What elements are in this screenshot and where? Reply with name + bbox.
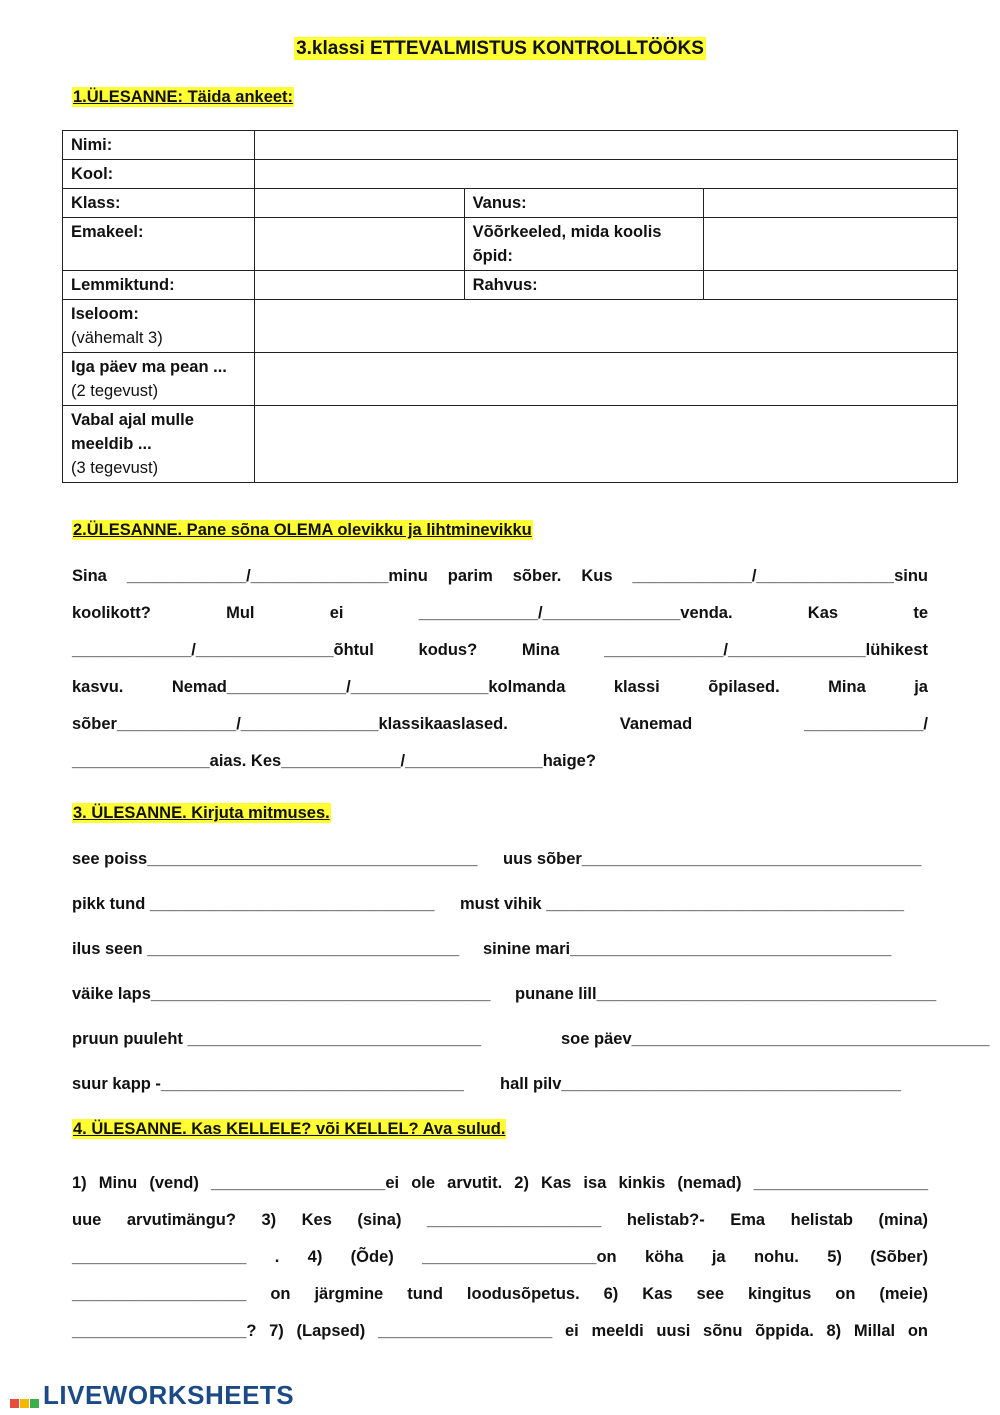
- label-rahvus: Rahvus:: [464, 271, 704, 300]
- kool-field[interactable]: [254, 160, 957, 189]
- task4-text[interactable]: [72, 1165, 928, 1350]
- task2-line[interactable]: kasvu. Nemad_____________/_______________kolmanda klassi õpilased. Mina ja: [72, 678, 928, 696]
- task2-text[interactable]: [72, 558, 928, 780]
- task4-line[interactable]: ___________________ on järgmine tund loodusõpetus. 6) Kas see kingitus on (meie): [72, 1285, 928, 1303]
- task3-item[interactable]: hall pilv_____________________________________: [500, 1075, 901, 1093]
- label-nimi: Nimi:: [63, 131, 255, 160]
- task2-line[interactable]: Sina _____________/_______________minu parim sõber. Kus _____________/_______________sinu: [72, 567, 928, 585]
- task3-item[interactable]: sinine mari___________________________________: [483, 940, 892, 958]
- task3-item[interactable]: suur kapp -_________________________________: [72, 1075, 464, 1093]
- task3-item[interactable]: see poiss____________________________________: [72, 850, 478, 868]
- label-iseloom: Iseloom: (vähemalt 3): [63, 300, 255, 353]
- label-emakeel: Emakeel:: [63, 218, 255, 271]
- task3-item[interactable]: must vihik _______________________________________: [460, 895, 905, 913]
- task4-line[interactable]: ___________________ . 4) (Õde) ___________________on köha ja nohu. 5) (Sõber): [72, 1248, 928, 1266]
- task3-item[interactable]: soe päev_______________________________________: [561, 1030, 990, 1048]
- logo-blocks-icon: [10, 1384, 40, 1415]
- task2-heading: 2.ÜLESANNE. Pane sõna OLEMA olevikku ja lihtminevikku: [73, 521, 532, 539]
- voorkeeled-field[interactable]: [704, 218, 958, 271]
- label-lemmiktund: Lemmiktund:: [63, 271, 255, 300]
- task3-item[interactable]: väike laps_____________________________________: [72, 985, 491, 1003]
- task1-heading: 1.ÜLESANNE: Täida ankeet:: [73, 88, 294, 106]
- task2-line[interactable]: _______________aias. Kes_____________/_______________haige?: [72, 752, 596, 770]
- task3-item[interactable]: pikk tund _______________________________: [72, 895, 435, 913]
- label-vanus: Vanus:: [464, 189, 704, 218]
- questionnaire-table: [62, 130, 958, 483]
- label-igapaev: Iga päev ma pean ... (2 tegevust): [63, 353, 255, 406]
- task3-item[interactable]: uus sõber_____________________________________: [503, 850, 922, 868]
- task4-line[interactable]: uue arvutimängu? 3) Kes (sina) ___________________ helistab?- Ema helistab (mina): [72, 1211, 928, 1229]
- igapaev-field[interactable]: [254, 353, 957, 406]
- label-kool: Kool:: [63, 160, 255, 189]
- task3-item[interactable]: ilus seen __________________________________: [72, 940, 460, 958]
- task3-item[interactable]: punane lill_____________________________________: [515, 985, 937, 1003]
- vabal-field[interactable]: [254, 406, 957, 483]
- task4-line[interactable]: 1) Minu (vend) ___________________ei ole arvutit. 2) Kas isa kinkis (nemad) ___________________: [72, 1174, 928, 1192]
- emakeel-field[interactable]: [254, 218, 464, 271]
- rahvus-field[interactable]: [704, 271, 958, 300]
- page-title: 3.klassi ETTEVALMISTUS KONTROLLTÖÖKS: [296, 38, 704, 59]
- task2-line[interactable]: sõber_____________/_______________klassikaaslased. Vanemad _____________/: [72, 715, 928, 733]
- vanus-field[interactable]: [704, 189, 958, 218]
- liveworksheets-logo: LIVEWORKSHEETS: [10, 1380, 294, 1415]
- label-vabal: Vabal ajal mulle meeldib ... (3 tegevust): [63, 406, 255, 483]
- nimi-field[interactable]: [254, 131, 957, 160]
- task4-heading: 4. ÜLESANNE. Kas KELLELE? või KELLEL? Ava sulud.: [73, 1120, 506, 1138]
- task2-line[interactable]: koolikott? Mul ei _____________/_______________venda. Kas te: [72, 604, 928, 622]
- task2-line[interactable]: _____________/_______________õhtul kodus? Mina _____________/_______________lühikest: [72, 641, 928, 659]
- task3-heading: 3. ÜLESANNE. Kirjuta mitmuses.: [73, 804, 330, 822]
- klass-field[interactable]: [254, 189, 464, 218]
- lemmiktund-field[interactable]: [254, 271, 464, 300]
- label-voorkeeled: Võõrkeeled, mida koolis õpid:: [464, 218, 704, 271]
- task4-line[interactable]: ___________________? 7) (Lapsed) ___________________ ei meeldi uusi sõnu õppida. 8) Millal on: [72, 1322, 928, 1340]
- iseloom-field[interactable]: [254, 300, 957, 353]
- label-klass: Klass:: [63, 189, 255, 218]
- task3-item[interactable]: pruun puuleht ________________________________: [72, 1030, 482, 1048]
